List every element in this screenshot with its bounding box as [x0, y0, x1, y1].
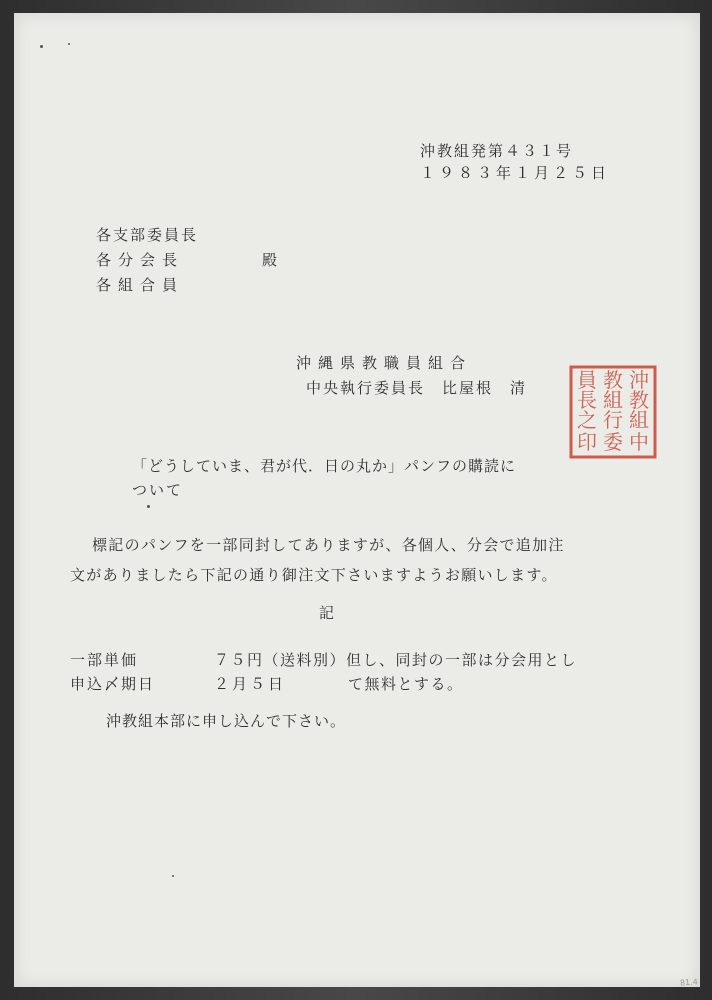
recipient-branch-chairs: 各支部委員長 — [96, 226, 199, 244]
seal-char: 長 — [577, 388, 597, 412]
honorific: 殿 — [262, 251, 280, 269]
subject-line-1: 「どうしていま、君が代．日の丸か」パンフの購読に — [132, 457, 517, 475]
body-line-1: 標記のパンフを一部同封してありますが、各個人、分会で追加注 — [92, 536, 565, 554]
document-date: １９８３年１月２５日 — [420, 164, 611, 182]
price-value-continued: て無料とする。 — [348, 675, 464, 693]
deadline-value: ２月５日 — [214, 675, 287, 693]
paper-speck — [147, 505, 150, 508]
paper-speck — [68, 43, 70, 45]
document-page — [14, 13, 700, 987]
seal-char: 之 — [577, 408, 597, 432]
ki-heading: 記 — [319, 604, 337, 622]
paper-speck — [40, 45, 43, 48]
seal-char: 員 — [577, 368, 597, 392]
recipient-chapter-heads: 各分会長 — [96, 251, 185, 269]
official-seal-stamp — [567, 363, 659, 461]
reference-number: 沖教組発第４３１号 — [420, 142, 574, 160]
sender-organization: 沖縄県教職員組合 — [296, 354, 473, 372]
seal-char: 沖 — [629, 368, 649, 392]
body-line-2: 文がありましたら下記の通り御注文下さいますようお願いします。 — [70, 566, 558, 584]
archive-margin-note: 81.4 — [679, 977, 699, 988]
recipient-members: 各組合員 — [96, 276, 185, 294]
seal-char: 組 — [629, 408, 649, 432]
seal-char: 印 — [577, 430, 597, 454]
closing-instruction: 沖教組本部に申し込んで下さい。 — [106, 712, 347, 730]
sender-name: 中央執行委員長 比屋根 清 — [306, 379, 528, 397]
seal-char: 組 — [603, 388, 623, 412]
paper-speck — [172, 875, 174, 877]
seal-char: 教 — [629, 388, 649, 412]
seal-char: 中 — [629, 430, 649, 454]
deadline-label: 申込〆期日 — [70, 675, 156, 693]
seal-char: 教 — [603, 368, 623, 392]
subject-line-2: ついて — [132, 481, 184, 499]
price-label: 一部単価 — [70, 651, 139, 669]
seal-char: 委 — [603, 430, 623, 454]
seal-char: 行 — [603, 408, 623, 432]
price-value: ７５円（送料別）但し、同封の一部は分会用とし — [214, 651, 578, 669]
